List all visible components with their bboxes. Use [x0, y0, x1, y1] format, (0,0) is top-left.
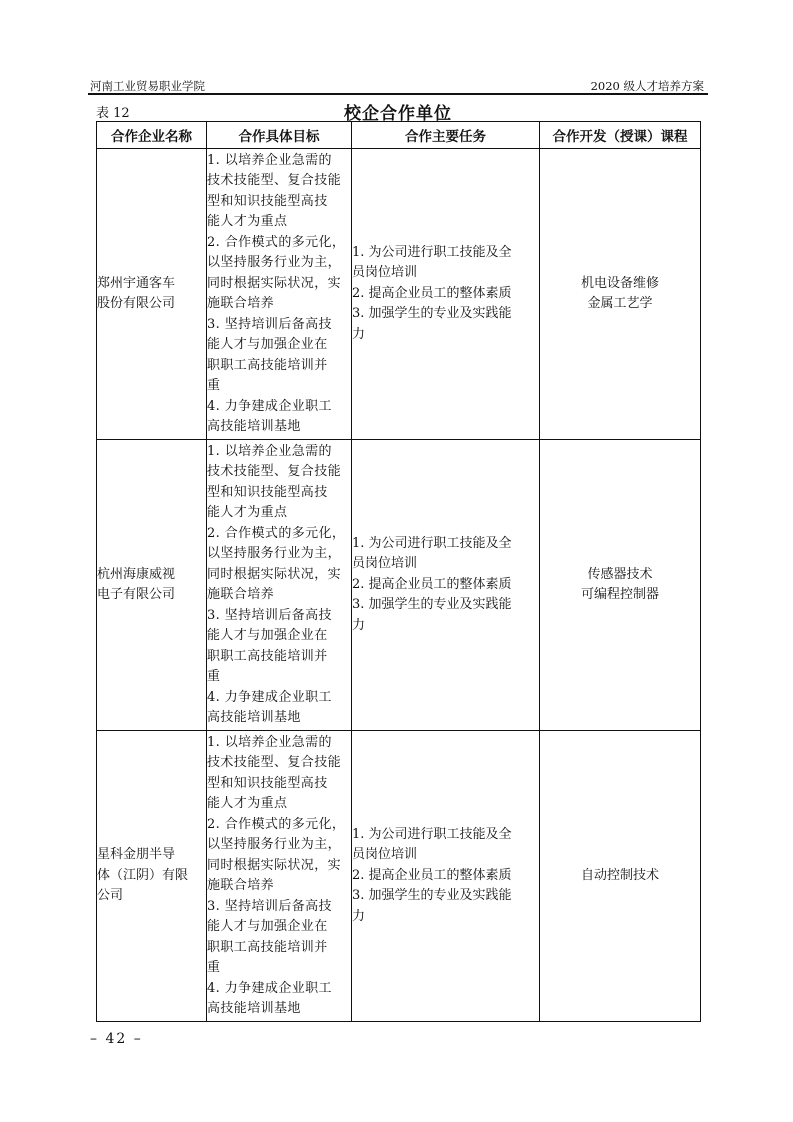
goal-line: 同时根据实际状况，实: [207, 275, 342, 291]
goal-line: 施联合培养: [207, 587, 275, 602]
course-line: 自动控制技术: [580, 867, 659, 883]
goal-line: 技术技能型、复合技能: [207, 173, 342, 188]
table-body: [97, 149, 701, 1022]
goal-line: 施联合培养: [207, 878, 275, 893]
table-caption: [96, 98, 700, 122]
column-header-goals: 合作具体目标: [207, 122, 352, 149]
goal-line: 1. 以培养企业急需的: [207, 734, 332, 750]
task-line: 1. 为公司进行职工技能及全: [352, 826, 512, 842]
goal-line: 型和知识技能型高技: [207, 484, 328, 500]
tasks-cell: [352, 731, 540, 1022]
goals-cell: [207, 149, 352, 440]
company-name-line: 体（江阴）有限: [97, 867, 189, 883]
goal-line: 能人才为重点: [207, 214, 288, 229]
task-line: 2. 提高企业员工的整体素质: [352, 576, 512, 592]
goal-line: 高技能培训基地: [207, 1001, 301, 1016]
company-name-line: 电子有限公司: [97, 587, 176, 602]
goal-line: 3. 坚持培训后备高技: [207, 316, 332, 332]
task-line: 1. 为公司进行职工技能及全: [352, 244, 512, 260]
task-line: 力: [352, 617, 366, 633]
goal-line: 能人才与加强企业在: [207, 919, 328, 934]
header-rule: [88, 93, 708, 95]
goals-cell: [207, 440, 352, 731]
goal-line: 职职工高技能培训并: [207, 648, 328, 664]
company-name-line: 股份有限公司: [97, 296, 176, 311]
goal-line: 以坚持服务行业为主，: [207, 255, 342, 270]
goal-line: 高技能培训基地: [207, 419, 301, 434]
goal-line: 1. 以培养企业急需的: [207, 443, 332, 459]
course-line: 金属工艺学: [587, 296, 653, 311]
task-line: 员岗位培训: [352, 265, 418, 281]
goal-line: 能人才为重点: [207, 505, 288, 520]
company-name-line: 公司: [97, 888, 124, 904]
goal-line: 能人才与加强企业在: [207, 628, 328, 643]
goals-cell: [207, 731, 352, 1022]
company-name-line: 星科金朋半导: [97, 847, 176, 863]
goal-line: 以坚持服务行业为主，: [207, 546, 342, 561]
column-header-company: 合作企业名称: [97, 122, 207, 149]
goal-line: 2. 合作模式的多元化，: [207, 816, 346, 832]
task-line: 1. 为公司进行职工技能及全: [352, 535, 512, 551]
running-header: [88, 78, 708, 94]
cooperation-table: [96, 121, 701, 1022]
table-row: [97, 440, 701, 731]
goal-line: 重: [207, 960, 221, 975]
table-row: [97, 731, 701, 1022]
goal-line: 3. 坚持培训后备高技: [207, 898, 332, 914]
goal-line: 高技能培训基地: [207, 710, 301, 725]
institution-name: 河南工业贸易职业学院: [90, 79, 205, 93]
table-header-row: [97, 122, 701, 149]
goal-line: 能人才与加强企业在: [207, 337, 328, 352]
goal-line: 4. 力争建成企业职工: [207, 398, 332, 414]
goal-line: 重: [207, 378, 221, 393]
goal-line: 型和知识技能型高技: [207, 775, 328, 791]
goal-line: 技术技能型、复合技能: [207, 464, 342, 479]
task-line: 员岗位培训: [352, 847, 418, 863]
goal-line: 同时根据实际状况，实: [207, 857, 342, 873]
table-row: [97, 149, 701, 440]
goal-line: 以坚持服务行业为主，: [207, 837, 342, 852]
task-line: 2. 提高企业员工的整体素质: [352, 285, 512, 301]
task-line: 3. 加强学生的专业及实践能: [352, 888, 512, 904]
table-number: 表 12: [96, 106, 130, 121]
task-line: 3. 加强学生的专业及实践能: [352, 597, 512, 613]
company-name-line: 杭州海康威视: [97, 566, 176, 582]
goal-line: 型和知识技能型高技: [207, 193, 328, 209]
document-name: 2020 级人才培养方案: [590, 79, 704, 93]
table-title: 校企合作单位: [344, 104, 452, 124]
task-line: 力: [352, 326, 366, 342]
tasks-cell: [352, 440, 540, 731]
goal-line: 3. 坚持培训后备高技: [207, 607, 332, 623]
goal-line: 4. 力争建成企业职工: [207, 980, 332, 996]
column-header-courses: 合作开发（授课）课程: [540, 122, 701, 149]
task-line: 3. 加强学生的专业及实践能: [352, 306, 512, 322]
goal-line: 1. 以培养企业急需的: [207, 152, 332, 168]
goal-line: 2. 合作模式的多元化，: [207, 525, 346, 541]
task-line: 员岗位培训: [352, 556, 418, 572]
courses-cell: [540, 149, 701, 440]
column-header-tasks: 合作主要任务: [352, 122, 540, 149]
company-name-line: 郑州宇通客车: [97, 275, 176, 291]
course-line: 可编程控制器: [580, 587, 659, 602]
task-line: 2. 提高企业员工的整体素质: [352, 867, 512, 883]
course-line: 机电设备维修: [580, 275, 659, 291]
task-line: 力: [352, 908, 366, 924]
company-name-cell: [97, 149, 207, 440]
courses-cell: [540, 731, 701, 1022]
goal-line: 技术技能型、复合技能: [207, 755, 342, 770]
goal-line: 能人才为重点: [207, 796, 288, 811]
goal-line: 职职工高技能培训并: [207, 357, 328, 373]
courses-cell: [540, 440, 701, 731]
goal-line: 职职工高技能培训并: [207, 939, 328, 955]
course-line: 传感器技术: [587, 566, 653, 582]
goal-line: 施联合培养: [207, 296, 275, 311]
page-number: – 42 –: [90, 1031, 143, 1047]
tasks-cell: [352, 149, 540, 440]
company-name-cell: [97, 440, 207, 731]
goal-line: 4. 力争建成企业职工: [207, 689, 332, 705]
goal-line: 同时根据实际状况，实: [207, 566, 342, 582]
goal-line: 2. 合作模式的多元化，: [207, 234, 346, 250]
company-name-cell: [97, 731, 207, 1022]
goal-line: 重: [207, 669, 221, 684]
